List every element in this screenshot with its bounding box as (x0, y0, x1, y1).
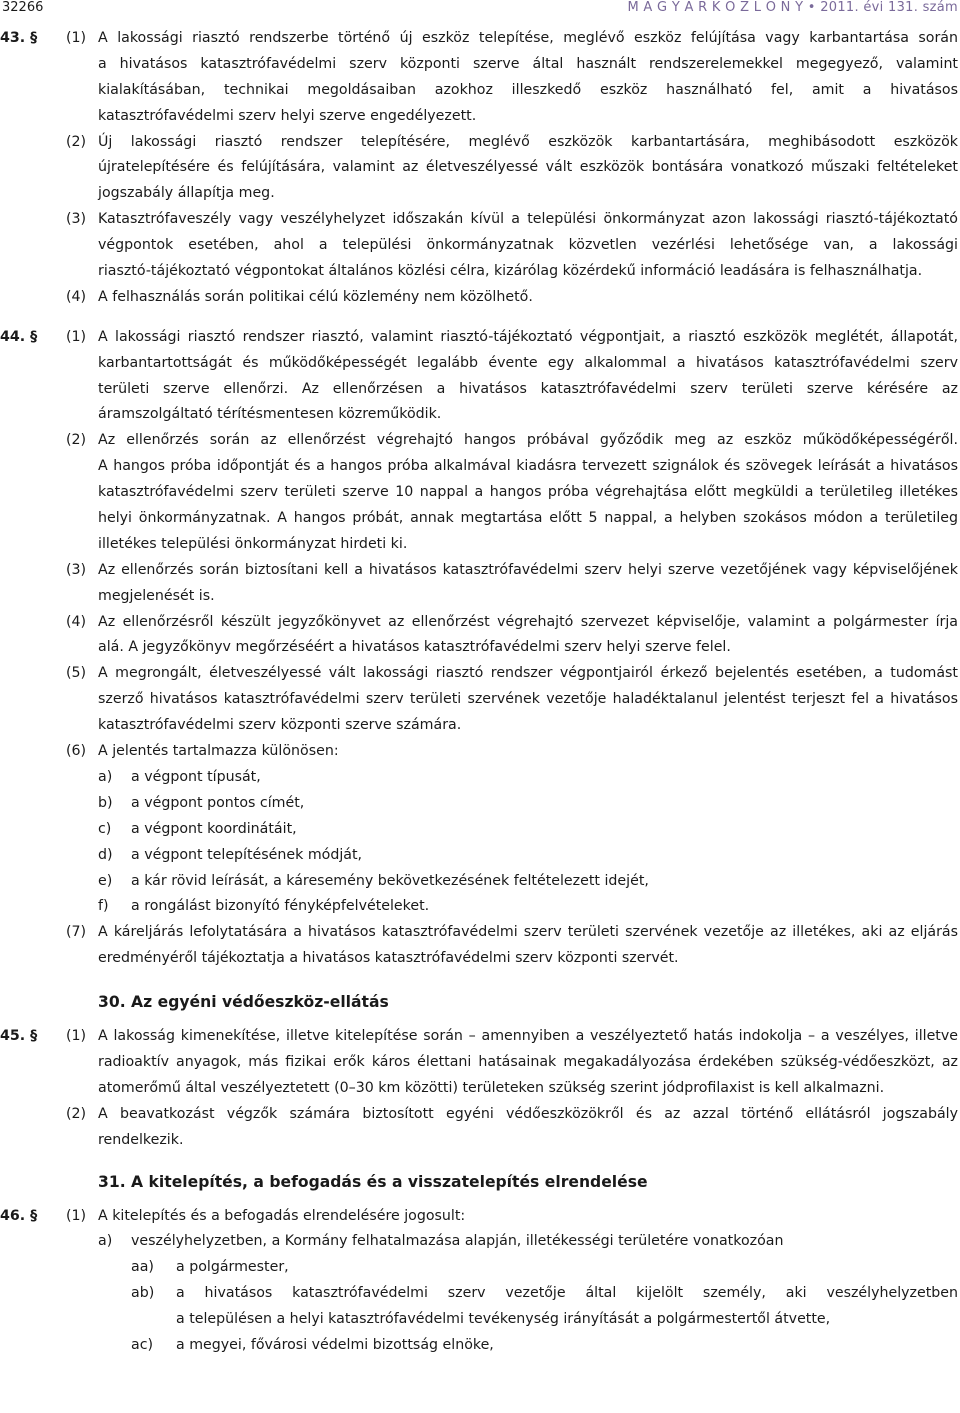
text-line (0, 454, 960, 480)
paragraph-text: eredményéről tájékoztatja a hivatásos katasztrófavédelmi szerv központi szervét. (98, 950, 679, 967)
list-item (0, 1255, 960, 1281)
list-item-text: a végpont pontos címét, (131, 794, 305, 811)
list-item-text: a településen a helyi katasztrófavédelmi tevékenység irányítását a polgármestertől átvette, (176, 1311, 831, 1328)
text-line (0, 377, 960, 403)
section-heading (0, 988, 960, 1020)
section-heading-text: 31. A kitelepítés, a befogadás és a visszatelepítés elrendelése (98, 1172, 648, 1191)
text-line (0, 1128, 960, 1154)
list-item-text: a polgármester, (176, 1259, 289, 1276)
text-line (0, 285, 960, 311)
list-item-text: a megyei, fővárosi védelmi bizottság elnöke, (176, 1336, 494, 1353)
page-number: 32266 (2, 0, 44, 15)
paragraph-text: megjelenését is. (98, 587, 215, 604)
list-item (0, 1281, 960, 1307)
text-line (0, 713, 960, 739)
text-line (0, 26, 960, 52)
paragraph-number: (1) (66, 30, 87, 46)
list-item (0, 1333, 960, 1359)
paragraph-text: A felhasználás során politikai célú közlemény nem közölhető. (98, 288, 533, 305)
section-number: 43. § (0, 30, 38, 46)
paragraph-number: (6) (66, 743, 87, 760)
paragraph-number: (4) (66, 613, 87, 630)
paragraph-text: jogszabály állapítja meg. (98, 185, 275, 202)
list-item-text: a végpont típusát, (131, 768, 261, 785)
paragraph-text: A hangos próba időpontját és a hangos próba alkalmával kiadásra tervezett szignálok és szövegek leírását a hivatásos (98, 458, 958, 475)
text-line (0, 1076, 960, 1102)
list-item-label: f) (98, 898, 109, 915)
paragraph-text: Katasztrófaveszély vagy veszélyhelyzet időszakán kívül a települési önkormányzat azon lakossági riasztó-tájékoztató (98, 211, 958, 228)
list-item-text: a rongálást bizonyító fényképfelvételeket. (131, 898, 430, 915)
section-heading-text: 30. Az egyéni védőeszköz-ellátás (98, 993, 389, 1012)
paragraph-text: Az ellenőrzésről készült jegyzőkönyvet az ellenőrzést végrehajtó szervezet képviselője, valamint a polgármester írja (98, 613, 958, 630)
text-line (0, 52, 960, 78)
paragraph-number: (2) (66, 133, 87, 150)
section-number: 44. § (0, 328, 38, 345)
text-line (0, 739, 960, 765)
list-item (0, 791, 960, 817)
list-item-label: d) (98, 846, 113, 863)
text-line (0, 1050, 960, 1076)
text-line (0, 181, 960, 207)
text-line (0, 506, 960, 532)
text-line (0, 78, 960, 104)
list-item-label: e) (98, 872, 113, 889)
text-line (0, 1102, 960, 1128)
paragraph-text: területi szerve ellenőrzi. Az ellenőrzésen a hivatásos katasztrófavédelmi szerv területi szerve kérésére az (98, 380, 958, 397)
paragraph-number: (1) (66, 328, 87, 345)
paragraph-text: A megrongált, életveszélyessé vált lakossági riasztó rendszer végpontjairól érkező bejelentés esetében, a tudomást (98, 665, 958, 682)
paragraph-text: Új lakossági riasztó rendszer telepítésére, meglévő eszközök karbantartására, meghibásodott eszközök (98, 133, 958, 150)
text-line (0, 1204, 960, 1230)
text-line (0, 480, 960, 506)
paragraph-text: kialakításában, technikai megoldásaiban azokhoz illeszkedő eszköz használható fel, amit a hivatásos (98, 81, 958, 98)
list-item (0, 1229, 960, 1255)
document-body (0, 26, 960, 1359)
section-number: 46. § (0, 1207, 38, 1224)
paragraph-text: a hivatásos katasztrófavédelmi szerv központi szerve által használt rendszerelemekkel megegyező, valamint (98, 55, 958, 72)
text-line (0, 558, 960, 584)
list-item (0, 765, 960, 791)
text-line (0, 130, 960, 156)
paragraph-text: szerző hivatásos katasztrófavédelmi szerv területi szervének vezetője haladéktalanul jelentést terjeszt fel a hivatásos (98, 691, 958, 708)
list-item-text: a kár rövid leírását, a káresemény bekövetkezésének feltételezett idejét, (131, 872, 649, 889)
list-item-label: c) (98, 820, 112, 837)
text-line (0, 104, 960, 130)
text-line (0, 946, 960, 972)
paragraph-text: atomerőmű által veszélyeztetett (0–30 km közötti) területeken szükség szerint jódprofilaxist is kell alkalmazni. (98, 1079, 885, 1096)
text-line (0, 351, 960, 377)
list-item-label: ac) (131, 1336, 154, 1353)
paragraph-text: végpontok esetében, ahol a települési önkormányzatnak közvetlen vezérlési lehetősége van, a lakossági (98, 237, 958, 254)
paragraph-text: helyi önkormányzatnak. A hangos próbát, annak megtartása előtt 5 nappal, a helyben szokásos módon a területileg (98, 510, 958, 527)
text-line (0, 920, 960, 946)
page-header (0, 0, 960, 22)
paragraph-number: (4) (66, 288, 87, 305)
list-item (0, 869, 960, 895)
text-line (0, 687, 960, 713)
list-item-label: a) (98, 768, 113, 785)
paragraph-text: áramszolgáltató térítésmentesen közreműködik. (98, 406, 442, 423)
paragraph-text: alá. A jegyzőkönyv megőrzéséért a hivatásos katasztrófavédelmi szerv helyi szerve felel. (98, 639, 731, 656)
list-item-label: b) (98, 794, 113, 811)
section-heading (0, 1168, 960, 1200)
text-line (0, 610, 960, 636)
list-item-text: a hivatásos katasztrófavédelmi szerv vezetője által kijelölt személy, aki veszélyhelyzetben (176, 1285, 958, 1302)
text-line (0, 661, 960, 687)
paragraph-text: riasztó-tájékoztató végpontokat általános közlési célra, kizárólag közérdekű információ leadására is felhasználhatja. (98, 263, 923, 280)
paragraph-text: Az ellenőrzés során az ellenőrzést végrehajtó hangos próbával győződik meg az eszköz működőképességéről. (98, 432, 958, 449)
text-line (0, 155, 960, 181)
paragraph-text: radioaktív anyagok, más fizikai erők káros élettani hatásainak megakadályozása érdekében szükség-védőeszközt, az (98, 1053, 958, 1070)
paragraph-number: (5) (66, 665, 87, 682)
paragraph-text: katasztrófavédelmi szerv központi szerve számára. (98, 717, 462, 734)
paragraph-number: (2) (66, 432, 87, 449)
paragraph-text: katasztrófavédelmi szerv területi szerve 10 nappal a hangos próba végrehajtása előtt megküldi a területileg illetékes (98, 484, 958, 501)
text-line (0, 428, 960, 454)
section-number: 45. § (0, 1028, 38, 1045)
list-item (0, 843, 960, 869)
text-line (0, 532, 960, 558)
paragraph-number: (7) (66, 924, 87, 941)
text-line (0, 233, 960, 259)
paragraph-number: (3) (66, 561, 87, 578)
paragraph-text: rendelkezik. (98, 1131, 184, 1148)
paragraph-text: A kitelepítés és a befogadás elrendelésére jogosult: (98, 1207, 466, 1224)
paragraph-text: Az ellenőrzés során biztosítani kell a hivatásos katasztrófavédelmi szerv helyi szerve vezetőjének vagy képviselőjének (98, 561, 958, 578)
paragraph-text: katasztrófavédelmi szerv helyi szerve engedélyezett. (98, 107, 477, 124)
list-item (0, 817, 960, 843)
paragraph-number: (3) (66, 211, 87, 228)
paragraph-text: karbantartottságát és működőképességét legalább évente egy alkalommal a hivatásos katasztrófavédelmi szerv (98, 354, 958, 371)
list-item-label: aa) (131, 1259, 154, 1276)
text-line (0, 207, 960, 233)
paragraph-text: újratelepítésére és felújítására, valamint az életveszélyessé vált eszközök bontására vonatkozó műszaki feltételeket (98, 159, 958, 176)
list-item (0, 894, 960, 920)
paragraph-number: (2) (66, 1105, 87, 1122)
paragraph-text: A beavatkozást végzők számára biztosított egyéni védőeszközökről és az azzal történő ellátásról jogszabály (98, 1105, 958, 1122)
list-item-text: a végpont koordinátáit, (131, 820, 297, 837)
paragraph-number: (1) (66, 1028, 87, 1045)
paragraph-text: A lakosság kimenekítése, illetve kitelepítése során – amennyiben a veszélyeztető hatás indokolja – a veszélyes, illetve (98, 1028, 958, 1045)
journal-title: M A G Y A R K Ö Z L Ö N Y • 2011. évi 131. szám (627, 0, 958, 15)
list-item-label: ab) (131, 1285, 155, 1302)
list-item-text: veszélyhelyzetben, a Kormány felhatalmazása alapján, illetékességi területére vonatkozóan (131, 1233, 784, 1250)
text-line (0, 584, 960, 610)
text-line (0, 259, 960, 285)
text-line (0, 1024, 960, 1050)
paragraph-text: A jelentés tartalmazza különösen: (98, 743, 339, 760)
paragraph-text: A lakossági riasztó rendszer riasztó, valamint riasztó-tájékoztató végpontjait, a riasztó eszközök meglétét, állapotát, (98, 328, 958, 345)
text-line (0, 402, 960, 428)
list-item-label: a) (98, 1233, 113, 1250)
list-item (0, 1307, 960, 1333)
paragraph-text: A lakossági riasztó rendszerbe történő új eszköz telepítése, meglévő eszköz felújítása vagy karbantartása során (98, 30, 958, 46)
paragraph-number: (1) (66, 1207, 87, 1224)
text-line (0, 325, 960, 351)
list-item-text: a végpont telepítésének módját, (131, 846, 363, 863)
paragraph-text: illetékes települési önkormányzat hirdeti ki. (98, 535, 408, 552)
paragraph-text: A káreljárás lefolytatására a hivatásos katasztrófavédelmi szerv területi szervének vezetője az illetékes, aki az eljárás (98, 924, 958, 941)
text-line (0, 635, 960, 661)
